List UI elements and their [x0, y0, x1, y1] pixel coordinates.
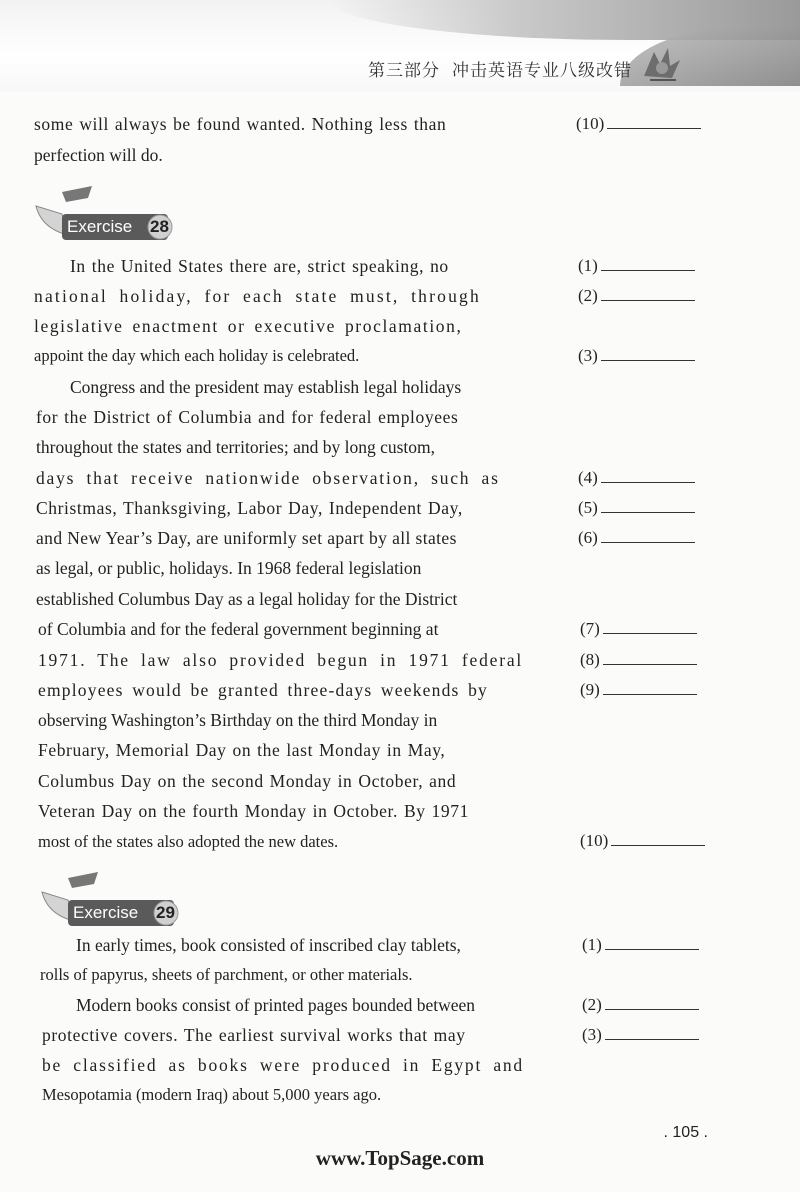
text-line: February, Memorial Day on the last Monday in May, — [38, 740, 446, 760]
answer-blank[interactable] — [576, 113, 701, 135]
answer-line — [601, 286, 695, 301]
answer-blank[interactable] — [580, 618, 697, 640]
answer-blank[interactable] — [578, 497, 695, 519]
blank-number: (7) — [580, 619, 600, 638]
answer-line — [605, 1025, 699, 1040]
text-line: 1971. The law also provided begun in 1971 federal — [38, 650, 524, 670]
text-line: perfection will do. — [34, 145, 163, 165]
text-line: some will always be found wanted. Nothing less than — [34, 114, 447, 134]
blank-number: (4) — [578, 468, 598, 487]
text-line: rolls of papyrus, sheets of parchment, or other materials. — [40, 965, 413, 984]
running-header — [368, 56, 632, 81]
part-label: 第三部分 — [368, 61, 440, 81]
blank-number: (1) — [582, 935, 602, 954]
book-title: 冲击英语专业八级改错 — [452, 61, 632, 81]
mascot-icon — [640, 46, 684, 82]
blank-number: (10) — [576, 114, 605, 133]
blank-number: (10) — [580, 831, 609, 850]
blank-number: (3) — [582, 1025, 602, 1044]
text-line: protective covers. The earliest survival works that may — [42, 1025, 466, 1045]
text-line: appoint the day which each holiday is celebrated. — [34, 346, 360, 365]
text-line: be classified as books were produced in Egypt and — [42, 1055, 524, 1075]
answer-line — [601, 468, 695, 483]
text-line: Christmas, Thanksgiving, Labor Day, Independent Day, — [36, 498, 463, 518]
text-line: of Columbia and for the federal government beginning at — [38, 619, 439, 639]
text-line: national holiday, for each state must, through — [34, 286, 481, 306]
text-line: Modern books consist of printed pages bounded between — [76, 995, 476, 1015]
blank-number: (1) — [578, 256, 598, 275]
answer-line — [605, 935, 699, 950]
text-line: as legal, or public, holidays. In 1968 federal legislation — [36, 558, 422, 578]
footer-url[interactable]: www.TopSage.com — [315, 1146, 485, 1170]
text-line: Columbus Day on the second Monday in October, and — [38, 771, 457, 791]
text-line: most of the states also adopted the new dates. — [38, 832, 339, 851]
answer-line — [607, 114, 701, 129]
exercise-label: Exercise — [73, 903, 139, 922]
blank-number: (6) — [578, 528, 598, 547]
text-line: days that receive nationwide observation, such as — [36, 468, 500, 488]
answer-line — [601, 346, 695, 361]
answer-line — [603, 680, 697, 695]
answer-line — [601, 498, 695, 513]
answer-line — [611, 831, 705, 846]
text-line: and New Year’s Day, are uniformly set apart by all states — [36, 528, 457, 548]
exercise-number: 28 — [150, 217, 169, 236]
answer-blank[interactable] — [578, 345, 695, 367]
text-line: established Columbus Day as a legal holiday for the District — [36, 589, 458, 609]
exercise-number: 29 — [156, 903, 175, 922]
answer-blank[interactable] — [582, 1024, 699, 1046]
answer-blank[interactable] — [582, 934, 699, 956]
page-number: . 105 . — [663, 1124, 708, 1141]
answer-blank[interactable] — [578, 467, 695, 489]
text-line: observing Washington’s Birthday on the third Monday in — [38, 710, 438, 730]
blank-number: (3) — [578, 346, 598, 365]
answer-blank[interactable] — [580, 830, 705, 852]
answer-blank[interactable] — [580, 649, 697, 671]
text-line: for the District of Columbia and for federal employees — [36, 407, 459, 427]
text-line: employees would be granted three-days weekends by — [38, 680, 489, 700]
answer-line — [601, 528, 695, 543]
blank-number: (8) — [580, 650, 600, 669]
answer-blank[interactable] — [580, 679, 697, 701]
text-line: In the United States there are, strict speaking, no — [70, 256, 449, 276]
text-line: In early times, book consisted of inscribed clay tablets, — [76, 935, 461, 955]
answer-blank[interactable] — [578, 285, 695, 307]
blank-number: (5) — [578, 498, 598, 517]
answer-line — [603, 619, 697, 634]
answer-line — [605, 995, 699, 1010]
answer-line — [601, 256, 695, 271]
answer-blank[interactable] — [582, 994, 699, 1016]
blank-number: (2) — [582, 995, 602, 1014]
text-line: Veteran Day on the fourth Monday in October. By 1971 — [38, 801, 469, 821]
answer-blank[interactable] — [578, 255, 695, 277]
text-line: Congress and the president may establish legal holidays — [70, 377, 462, 397]
blank-number: (9) — [580, 680, 600, 699]
exercise-label: Exercise — [67, 217, 133, 236]
text-line: throughout the states and territories; and by long custom, — [36, 437, 436, 457]
answer-line — [603, 650, 697, 665]
answer-blank[interactable] — [578, 527, 695, 549]
text-line: legislative enactment or executive proclamation, — [34, 316, 463, 336]
blank-number: (2) — [578, 286, 598, 305]
text-line: Mesopotamia (modern Iraq) about 5,000 years ago. — [42, 1085, 382, 1104]
